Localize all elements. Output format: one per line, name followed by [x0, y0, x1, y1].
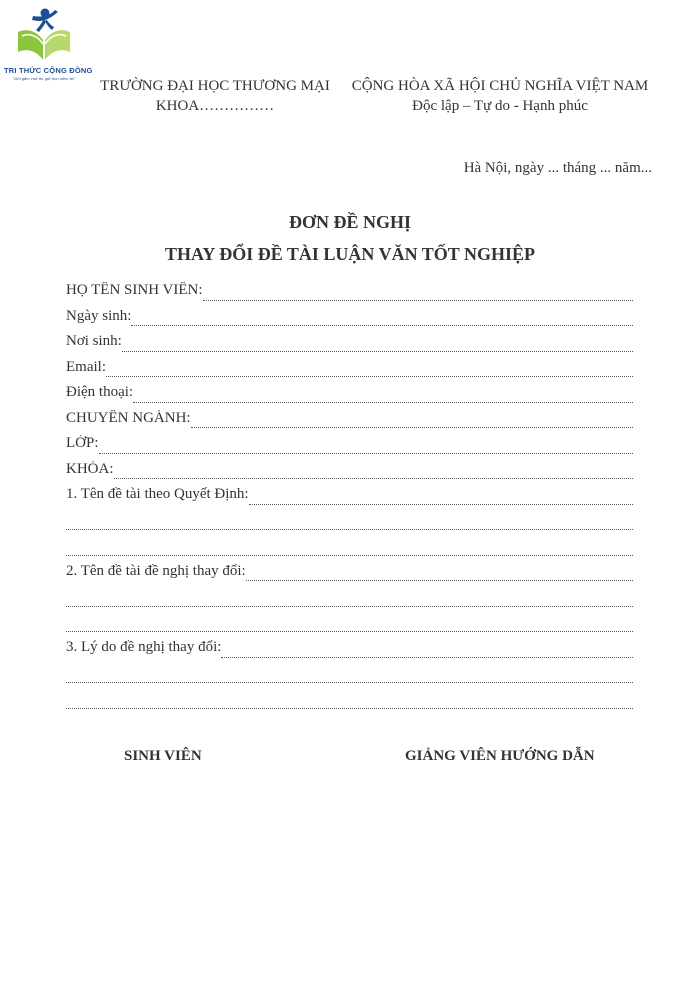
field-label: 1. Tên đề tài theo Quyết Định: — [66, 486, 249, 502]
national-title: CỘNG HÒA XÃ HỘI CHỦ NGHĨA VIỆT NAM — [351, 78, 649, 94]
field-phone[interactable] — [66, 384, 633, 410]
field-label: HỌ TÊN SINH VIÊN: — [66, 282, 203, 298]
fill-line[interactable] — [66, 681, 633, 683]
brand-logo — [4, 6, 93, 82]
fill-line[interactable] — [122, 350, 633, 352]
field-label: Email: — [66, 358, 106, 375]
fill-line[interactable] — [246, 579, 633, 581]
field-label: Điện thoại: — [66, 384, 134, 400]
fill-line[interactable] — [99, 452, 633, 454]
field-full-name[interactable] — [66, 282, 633, 308]
field-current-topic[interactable] — [66, 486, 633, 512]
fill-line[interactable] — [249, 503, 633, 505]
field-label: 2. Tên đề tài đề nghị thay đổi: — [66, 562, 246, 579]
field-class[interactable] — [66, 435, 633, 461]
fill-line[interactable] — [114, 477, 634, 479]
field-label: Nơi sinh: — [66, 333, 122, 349]
field-label: Ngày sinh: — [66, 307, 132, 324]
date-line: Hà Nội, ngày ... tháng ... năm... — [463, 160, 652, 176]
fill-line[interactable] — [131, 324, 633, 326]
field-label: 3. Lý do đề nghị thay đổi: — [66, 639, 222, 655]
logo-slogan: "Gửi gắm chữ tin, giữ trọn niềm tin" — [12, 76, 76, 81]
form-title: ĐƠN ĐỀ NGHỊ — [288, 212, 411, 232]
field-email[interactable] — [66, 359, 633, 385]
fill-line[interactable] — [66, 707, 633, 709]
form-fields — [66, 282, 633, 716]
field-reason-line[interactable] — [66, 665, 633, 691]
field-current-topic-line[interactable] — [66, 537, 633, 563]
advisor-signature-label: GIẢNG VIÊN HƯỚNG DẪN — [405, 748, 595, 764]
field-new-topic-line[interactable] — [66, 614, 633, 640]
field-reason[interactable] — [66, 639, 633, 665]
field-current-topic-line[interactable] — [66, 512, 633, 538]
logo-book-icon — [14, 6, 74, 64]
fill-line[interactable] — [203, 299, 633, 301]
fill-line[interactable] — [66, 605, 633, 607]
fill-line[interactable] — [66, 554, 633, 556]
fill-line[interactable] — [191, 426, 633, 428]
field-birth-place[interactable] — [66, 333, 633, 359]
faculty-line: KHOA…………… — [155, 98, 275, 114]
national-motto: Độc lập – Tự do - Hạnh phúc — [412, 98, 588, 114]
field-new-topic[interactable] — [66, 563, 633, 589]
national-header — [350, 76, 650, 116]
field-cohort[interactable] — [66, 461, 633, 487]
field-birth-date[interactable] — [66, 308, 633, 334]
field-label: CHUYÊN NGÀNH: — [66, 409, 191, 426]
field-reason-line[interactable] — [66, 690, 633, 716]
school-name: TRƯỜNG ĐẠI HỌC THƯƠNG MẠI — [100, 78, 330, 94]
fill-line[interactable] — [221, 656, 633, 658]
field-new-topic-line[interactable] — [66, 588, 633, 614]
fill-line[interactable] — [66, 630, 633, 632]
fill-line[interactable] — [66, 528, 633, 530]
field-major[interactable] — [66, 410, 633, 436]
fill-line[interactable] — [133, 401, 633, 403]
school-header — [95, 76, 335, 116]
logo-name: TRI THỨC CỘNG ĐỒNG — [4, 66, 93, 75]
form-subtitle: THAY ĐỔI ĐỀ TÀI LUẬN VĂN TỐT NGHIỆP — [165, 244, 535, 264]
field-label: KHÓA: — [66, 460, 114, 477]
student-signature-label: SINH VIÊN — [124, 748, 202, 764]
fill-line[interactable] — [106, 375, 633, 377]
field-label: LỚP: — [66, 435, 99, 451]
